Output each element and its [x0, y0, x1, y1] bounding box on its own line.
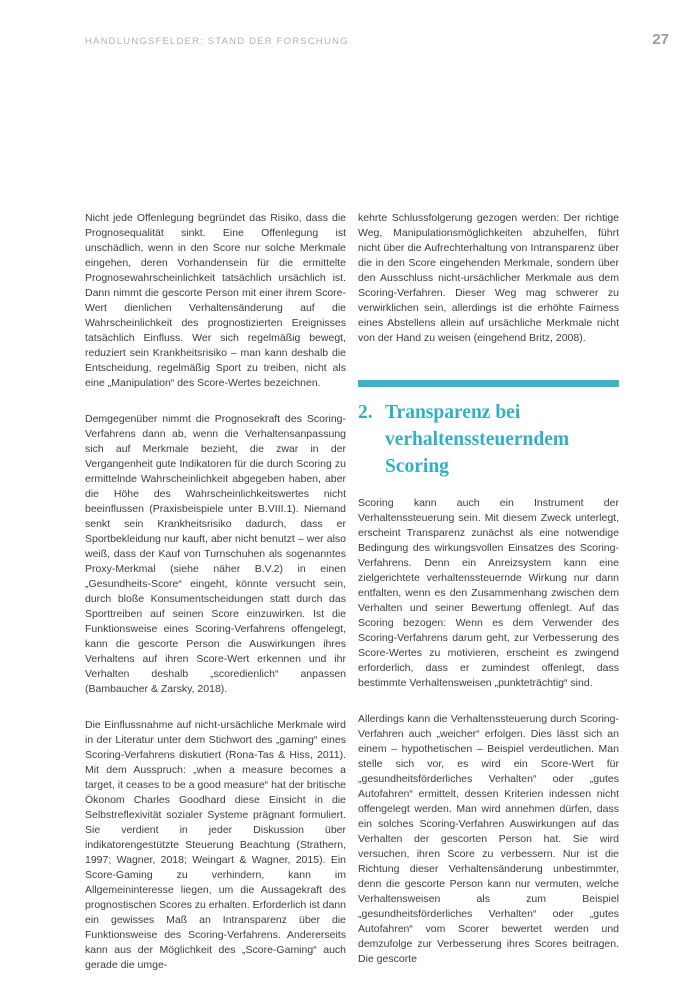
- section-divider-rule: [358, 380, 619, 387]
- page-number: 27: [652, 31, 669, 48]
- body-paragraph: Allerdings kann die Verhaltenssteuerung durch Scoring-Verfahren auch „weicher“ erfolgen. Dies lässt sich an einem – hypothetischen – Beispiel verdeutlichen. Man stelle sich vor, es wird ein Score-Wert für „gesundheitsförderliches Verhalten“ oder „gutes Autofahren“ ermittelt, dessen Kriterien indessen nicht offengelegt werden. Man wird annehmen dürfen, dass ein solches Scoring-Verfahren Auswirkungen auf das Verhalten der gescorten Person hat. Sie wird versuchen, ihren Score zu verbessern. Nur ist die Richtung dieser Verhaltensänderung unbestimmter, denn die gescorte Person kann nur vermuten, welche Verhaltensweisen als zum Beispiel „gesundheitsförderliches Verhalten“ oder „gutes Autofahren“ vom Scorer bewertet werden und demzufolge zur Verbesserung ihres Scores beitragen. Die gescorte: [358, 713, 619, 965]
- section-heading: [358, 399, 619, 480]
- section-number: 2.: [358, 402, 373, 423]
- body-paragraph: Scoring kann auch ein Instrument der Verhaltenssteuerung sein. Mit diesem Zweck unterlegt, erscheint Transparenz zunächst als eine notwendige Bedingung des wirkungsvollen Einsatzes des Scoring-Verfahrens. Denn ein Anreizsystem kann eine zielgerichtete verhaltenssteuernde Wirkung nur dann entfalten, wenn es den Zusammenhang zwischen dem Verhalten und seiner Bewertung offenlegt. Auf das Scoring bezogen: Wenn es dem Verwender des Scoring-Verfahrens darum geht, zur Verbesserung des Score-Wertes zu motivieren, erscheint es zwingend erforderlich, dass er zumindest offenlegt, dass bestimmte Verhaltensweisen „punkteträchtig“ sind.: [358, 497, 619, 689]
- body-paragraph: kehrte Schlussfolgerung gezogen werden: Der richtige Weg, Manipulationsmöglichkeiten abzuhelfen, führt nicht über die Aufrechterhaltung von Intransparenz über die in den Score eingehenden Merkmale, sondern über den Ausschluss nicht-ursächlicher Merkmale aus dem Scoring-Verfahren. Dieser Weg mag schwerer zu verwirklichen sein, allerdings ist die erhöhte Fairness eines Abstellens allein auf ursächliche Merkmale nicht von der Hand zu weisen (eingehend Britz, 2008).: [358, 212, 619, 344]
- section-title-line: Transparenz bei: [385, 402, 521, 423]
- section-heading-block: [358, 380, 619, 480]
- running-header: HANDLUNGSFELDER: STAND DER FORSCHUNG: [85, 36, 349, 47]
- body-paragraph: Nicht jede Offenlegung begründet das Risiko, dass die Prognosequalität sinkt. Eine Offenlegung ist unschädlich, wenn in den Score nur solche Merkmale eingehen, deren Vorhandensein für die ermittelte Prognosewahrscheinlichkeit tatsächlich ursächlich ist. Dann nimmt die gescorte Person mit einer ihrem Score-Wert dienlichen Verhaltensänderung auf die Wahrscheinlichkeit des prognostizierten Ereignisses tatsächlich Einfluss. Wer sich regelmäßig bewegt, reduziert sein Krankheitsrisiko – man kann deshalb die Entscheidung, regelmäßig Sport zu treiben, nicht als eine „Manipulation“ des Score-Wertes bezeichnen.: [85, 212, 346, 389]
- body-paragraph: Die Einflussnahme auf nicht-ursächliche Merkmale wird in der Literatur unter dem Stichwort des „gaming“ eines Scoring-Verfahrens diskutiert (Rona-Tas & Hiss, 2011). Mit dem Ausspruch: „when a measure becomes a target, it ceases to be a good measure“ hat der britische Ökonom Charles Goodhard diese Einsicht in die Selbstreflexivität sozialer Systeme prägnant formuliert. Sie verdient in jeder Diskussion über indikatorengestützte Steuerung Beachtung (Strathern, 1997; Wagner, 2018; Weingart & Wagner, 2015). Ein Score-Gaming zu verhindern, kann im Allgemeininteresse liegen, um die Aussagekraft des prognostischen Scores zu erhalten. Erforderlich ist dann ein gewisses Maß an Intransparenz über die Funktionsweise des Scoring-Verfahrens. Andererseits kann aus der Möglichkeit des „Score-Gaming“ auch gerade die umge-: [85, 719, 346, 971]
- right-column: [358, 211, 619, 988]
- body-paragraph: Demgegenüber nimmt die Prognosekraft des Scoring-Verfahrens dann ab, wenn die Verhaltensanpassung sich auf Merkmale bezieht, die zwar in der Vergangenheit gute Indikatoren für die durch Scoring zu ermittelnde Wahrscheinlichkeit abgegeben haben, aber die Höhe des Wahrscheinlichkeitswertes nicht beeinflussen (Praxisbeispiele unter B.VIII.1). Niemand senkt sein Krankheitsrisiko dadurch, dass er Sportbekleidung nur kauft, aber nicht benutzt – wer also weiß, dass der Kauf von Turnschuhen als sogenanntes Proxy-Merkmal (siehe näher B.V.2) in einen „Gesundheits-Score“ eingeht, könnte versucht sein, durch bloße Konsumentscheidungen statt durch das Sporttreiben auf seinen Score einzuwirken. Ist die Funktionsweise eines Scoring-Verfahrens offengelegt, kann die gescorte Person die Auswirkungen ihres Verhaltens auf ihren Score-Wert erkennen und ihr Verhalten deshalb „scoredienlich“ anpassen (Bambaucher & Zarsky, 2018).: [85, 413, 346, 695]
- page-header: [85, 31, 669, 48]
- left-column: [85, 211, 346, 990]
- section-title-line: Scoring: [385, 456, 449, 477]
- section-title-line: verhaltenssteuerndem: [385, 429, 570, 450]
- section-title: [385, 399, 619, 480]
